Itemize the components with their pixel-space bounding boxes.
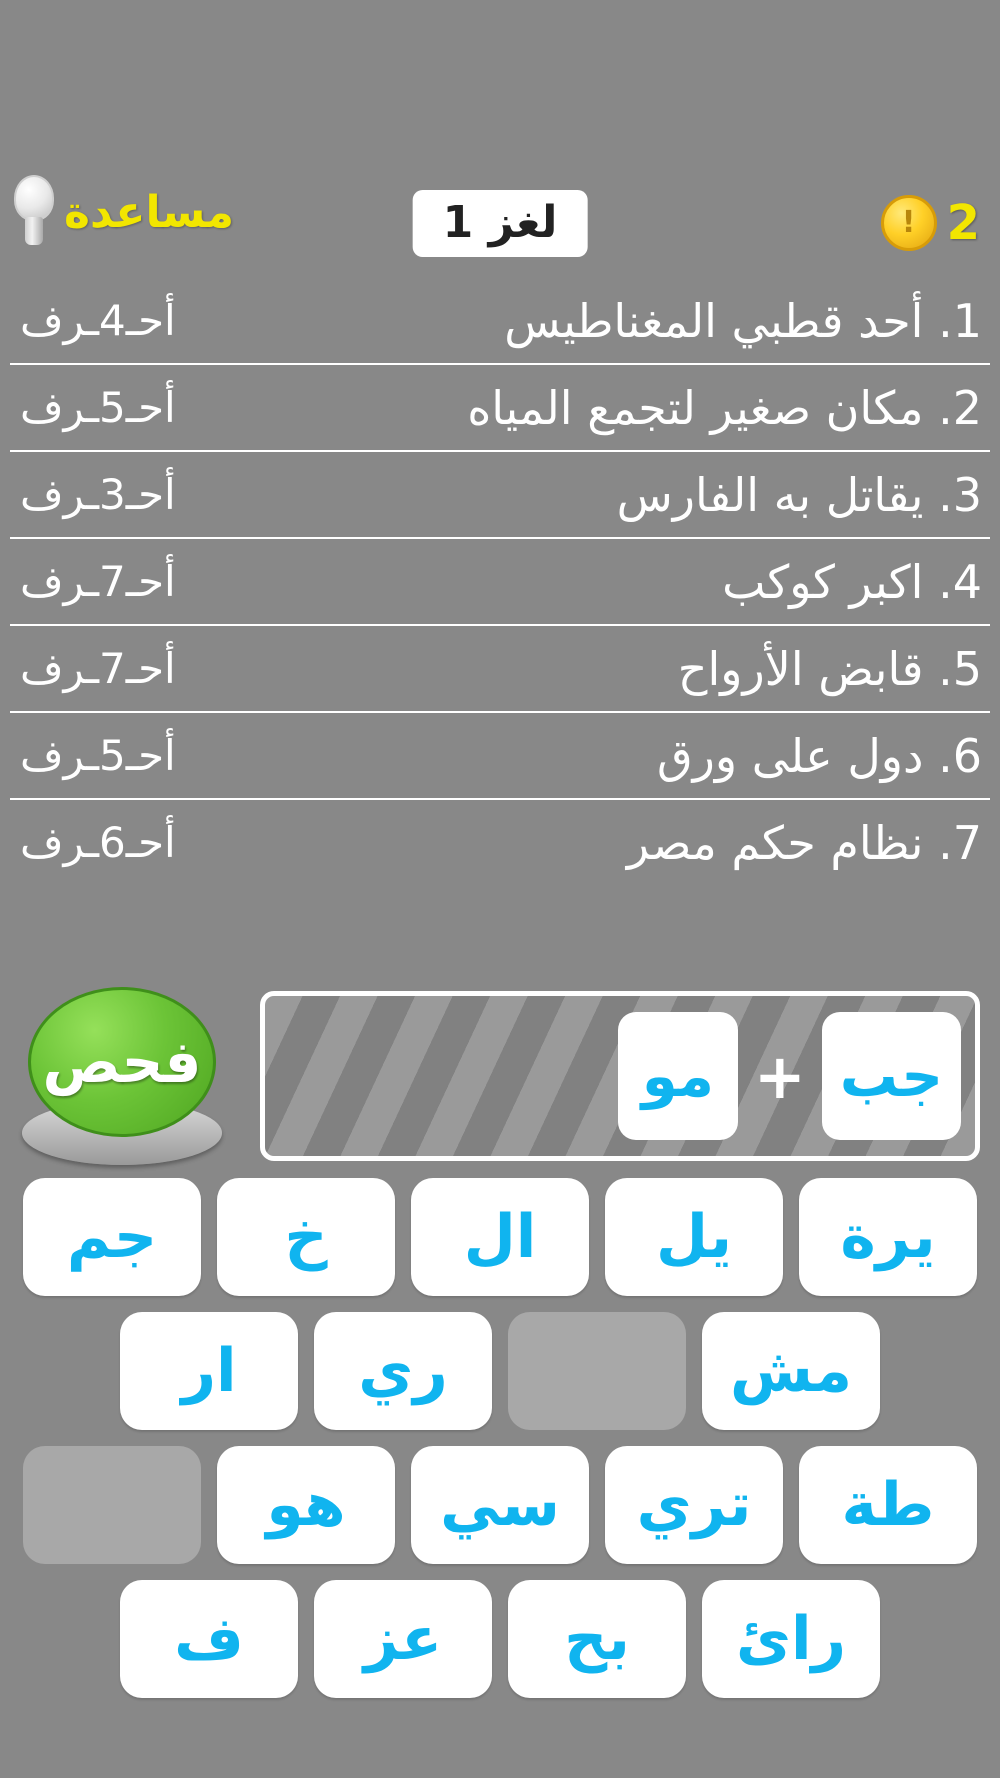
clue-text: 4. اكبر كوكب (722, 554, 982, 609)
clue-row[interactable] (10, 800, 990, 885)
clue-text: 3. يقاتل به الفارس (616, 467, 982, 522)
clue-text: 7. نظام حكم مصر (626, 815, 982, 870)
key-tile[interactable]: ري (314, 1312, 492, 1430)
key-tile[interactable]: ال (411, 1178, 589, 1296)
keyboard-row (14, 1580, 986, 1698)
check-answer-button[interactable] (22, 985, 222, 1165)
help-label: مساعدة (64, 186, 234, 238)
clue-length: أحـ7ـرف (20, 557, 176, 606)
clue-row[interactable] (10, 539, 990, 626)
key-tile[interactable]: طة (799, 1446, 977, 1564)
key-tile[interactable]: عز (314, 1580, 492, 1698)
clue-text: 2. مكان صغير لتجمع المياه (467, 380, 982, 435)
key-tile[interactable]: بح (508, 1580, 686, 1698)
coin-icon: ! (881, 195, 937, 251)
coin-count: 2 (946, 195, 980, 251)
clue-row[interactable] (10, 713, 990, 800)
keyboard-row (14, 1312, 986, 1430)
help-button[interactable] (8, 175, 234, 249)
key-tile[interactable]: رائ (702, 1580, 880, 1698)
clue-length: أحـ7ـرف (20, 644, 176, 693)
clue-length: أحـ5ـرف (20, 383, 176, 432)
clue-row[interactable] (10, 452, 990, 539)
key-tile[interactable]: يرة (799, 1178, 977, 1296)
puzzle-number-chip: لغز 1 (413, 190, 588, 257)
answer-separator: + (753, 1039, 806, 1113)
key-tile-used (508, 1312, 686, 1430)
answer-area (0, 985, 1000, 1170)
keyboard-row (14, 1178, 986, 1296)
key-tile[interactable]: يل (605, 1178, 783, 1296)
key-tile[interactable]: هو (217, 1446, 395, 1564)
key-tile[interactable]: ار (120, 1312, 298, 1430)
key-tile[interactable]: جم (23, 1178, 201, 1296)
answer-tile[interactable]: مو (618, 1012, 738, 1140)
top-bar (0, 186, 1000, 275)
clue-row[interactable] (10, 278, 990, 365)
clue-list (10, 278, 990, 885)
key-tile-used (23, 1446, 201, 1564)
answer-input-box[interactable] (260, 991, 980, 1161)
key-tile[interactable]: سي (411, 1446, 589, 1564)
clue-length: أحـ6ـرف (20, 818, 176, 867)
clue-length: أحـ5ـرف (20, 731, 176, 780)
coin-counter (881, 195, 980, 251)
answer-tile[interactable]: جب (822, 1012, 961, 1140)
clue-row[interactable] (10, 626, 990, 713)
syllable-keyboard (0, 1178, 1000, 1714)
clue-row[interactable] (10, 365, 990, 452)
clue-length: أحـ4ـرف (20, 296, 176, 345)
clue-text: 6. دول على ورق (656, 728, 982, 783)
key-tile[interactable]: مش (702, 1312, 880, 1430)
key-tile[interactable]: تري (605, 1446, 783, 1564)
lightbulb-icon (8, 175, 60, 249)
clue-text: 5. قابض الأرواح (677, 641, 982, 696)
check-button-label: فحص (28, 987, 216, 1137)
key-tile[interactable]: خ (217, 1178, 395, 1296)
clue-length: أحـ3ـرف (20, 470, 176, 519)
clue-text: 1. أحد قطبي المغناطيس (504, 293, 982, 348)
keyboard-row (14, 1446, 986, 1564)
key-tile[interactable]: ف (120, 1580, 298, 1698)
